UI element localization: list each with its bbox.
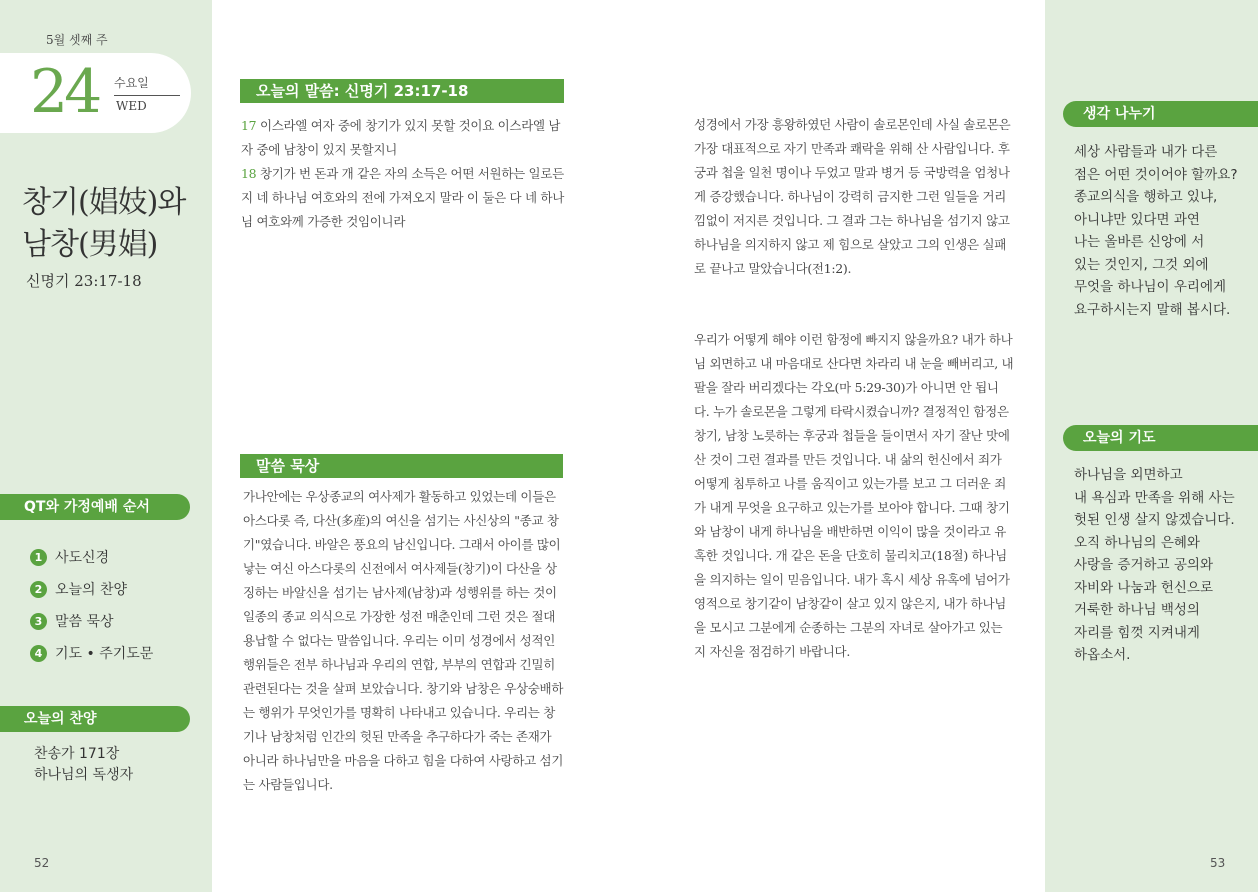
page-title (22, 182, 207, 266)
date-number: 24 (30, 57, 99, 127)
verse-number: 17 (241, 118, 257, 133)
share-line: 있는 것인지, 그것 외에 (1074, 256, 1209, 273)
title-line-2: 남창(男娼) (22, 227, 158, 262)
order-item-label: 말씀 묵상 (55, 614, 114, 630)
hymn-info (34, 744, 133, 786)
order-item (30, 637, 153, 669)
order-item-label: 기도 • 주기도문 (55, 646, 154, 662)
word-header: 오늘의 말씀: 신명기 23:17-18 (240, 79, 564, 103)
share-line: 무엇을 하나님이 우리에게 (1074, 279, 1227, 295)
share-line: 세상 사람들과 내가 다른 (1074, 144, 1218, 160)
prayer-line: 하옵소서. (1074, 647, 1131, 663)
order-item-label: 오늘의 찬양 (55, 582, 128, 598)
share-header: 생각 나누기 (1063, 101, 1258, 127)
prayer-line: 자비와 나눔과 헌신으로 (1074, 579, 1213, 596)
prayer-line: 자리를 힘껏 지켜내게 (1074, 624, 1200, 641)
prayer-line: 오직 하나님의 은혜와 (1074, 534, 1200, 551)
meditation-header: 말씀 묵상 (240, 454, 563, 478)
verse-18 (241, 162, 565, 234)
weekday-english: WED (116, 99, 147, 113)
meditation-body (243, 485, 565, 797)
meditation-paragraph: 가나안에는 우상종교의 여사제가 활동하고 있었는데 이들은 아스다롯 즉, 다산(多産)의 여신을 섬기는 사신상의 "종교 창기"였습니다. 바알은 풍요의 남신입니다. 그래서 아이를 많이 낳는 여신 아스다롯의 신전에서 여사제들(창기)이 다산을 상징하는 바알신을 섬기는 남사제(남창)과 성행위를 하는 것이 일종의 종교 의식으로 가장한 성전 매춘인데 그런 것은 절대 용납할 수 없다는 말씀입니다. 우리는 이미 성경에서 성적인 행위들은 전부 하나님과 우리의 연합, 부부의 연합과 긴밀히 관련된다는 것을 살펴 보았습니다. 창기와 남창은 우상숭배하는 행위가 무엇인가를 명확히 나타내고 있습니다. 우리는 창기나 남창처럼 인간의 헛된 만족을 추구하다가 죽는 존재가 아니라 하나님만을 마음을 다하고 힘을 다하여 사랑하고 섬기는 사람들입니다. (243, 489, 564, 792)
order-item-label: 사도신경 (55, 550, 110, 566)
title-line-1: 창기(娼妓)와 (22, 185, 186, 220)
prayer-text (1074, 464, 1254, 667)
share-line: 종교의식을 행하고 있냐, (1074, 189, 1218, 205)
prayer-line: 하나님을 외면하고 (1074, 467, 1183, 483)
weekday-divider (114, 95, 180, 96)
hymn-title: 하나님의 독생자 (34, 767, 134, 783)
reflection-paragraph-2 (694, 328, 1014, 664)
prayer-header: 오늘의 기도 (1063, 425, 1258, 451)
order-number-badge: 2 (30, 581, 47, 598)
share-line: 요구하시는지 말해 봅시다. (1074, 301, 1231, 318)
prayer-line: 사랑을 증거하고 공의와 (1074, 557, 1213, 573)
order-item (30, 605, 153, 637)
order-number-badge: 1 (30, 549, 47, 566)
verse-text: 이스라엘 여자 중에 창기가 있지 못할 것이요 이스라엘 남자 중에 남창이 있지 못할지니 (241, 118, 561, 157)
order-number-badge: 4 (30, 645, 47, 662)
verse-17 (241, 114, 565, 162)
share-text (1074, 141, 1254, 321)
hymn-header: 오늘의 찬양 (0, 706, 190, 732)
verse-number: 18 (241, 166, 257, 181)
order-item (30, 541, 153, 573)
page-number-right: 53 (1210, 856, 1226, 870)
prayer-line: 내 욕심과 만족을 위해 사는 (1074, 489, 1235, 506)
order-list (30, 541, 153, 669)
order-header: QT와 가정예배 순서 (0, 494, 190, 520)
share-line: 아니냐만 있다면 과연 (1074, 211, 1200, 228)
hymn-number: 찬송가 171장 (34, 746, 120, 762)
prayer-line: 거룩한 하나님 백성의 (1074, 602, 1200, 618)
page-number-left: 52 (34, 856, 50, 870)
scripture-reference: 신명기 23:17-18 (26, 272, 142, 290)
order-number-badge: 3 (30, 613, 47, 630)
verse-text: 창기가 번 돈과 개 같은 자의 소득은 어떤 서원하는 일로든지 네 하나님 여호와의 전에 가져오지 말라 이 둘은 다 네 하나님 여호와께 가증한 것임이니라 (241, 166, 565, 229)
paragraph-text: 성경에서 가장 흥왕하였던 사람이 솔로몬인데 사실 솔로몬은 가장 대표적으로 자기 만족과 쾌락을 위해 산 사람입니다. 후궁과 첩을 일천 명이나 두었고 말과 병거 등 국방력을 엄청나게 증강했습니다. 하나님이 강력히 금지한 그런 일들을 거리낌없이 저지른 것입니다. 그 결과 그는 하나님을 섬기지 않고 하나님을 의지하지 않고 제 힘으로 살았고 그의 인생은 실패로 끝나고 말았습니다(전1:2). (694, 117, 1011, 276)
paragraph-text: 우리가 어떻게 해야 이런 함정에 빠지지 않을까요? 내가 하나님 외면하고 내 마음대로 산다면 차라리 내 눈을 빼버리고, 내 팔을 잘라 버리겠다는 각오(마 5:29-30)가 아니면 안 됩니다. 누가 솔로몬을 그렇게 타락시켰습니까? 결정적인 함정은 창기, 남창 노릇하는 후궁과 첩들을 들이면서 자기 잘난 맛에 산 것이 그런 결과를 만든 것입니다. 내 삶의 헌신에서 죄가 어떻게 침투하고 나를 움직이고 있는가를 보고 그 더러운 죄가 내게 무엇을 요구하고 있는가를 보아야 합니다. 그때 창기와 남창이 내게 하나님을 배반하면 이익이 많을 것이라고 유혹한 것입니다. 개 같은 돈을 단호히 물리치고(18절) 하나님을 의지하는 일이 믿음입니다. 내가 혹시 세상 유혹에 넘어가 영적으로 창기같이 남창같이 살고 있지 않은지, 내가 하나님을 모시고 그분에게 순종하는 그분의 자녀로 살아가고 있는지 자신을 점검하기 바랍니다. (694, 332, 1014, 659)
order-item (30, 573, 153, 605)
weekday-korean: 수요일 (114, 76, 149, 90)
reflection-paragraph-1 (694, 113, 1014, 281)
share-line: 점은 어떤 것이어야 할까요? (1074, 166, 1238, 183)
week-label: 5월 셋째 주 (46, 33, 108, 47)
prayer-line: 헛된 인생 살지 않겠습니다. (1074, 512, 1235, 528)
word-verses (241, 114, 565, 234)
share-line: 나는 올바른 신앙에 서 (1074, 234, 1205, 250)
